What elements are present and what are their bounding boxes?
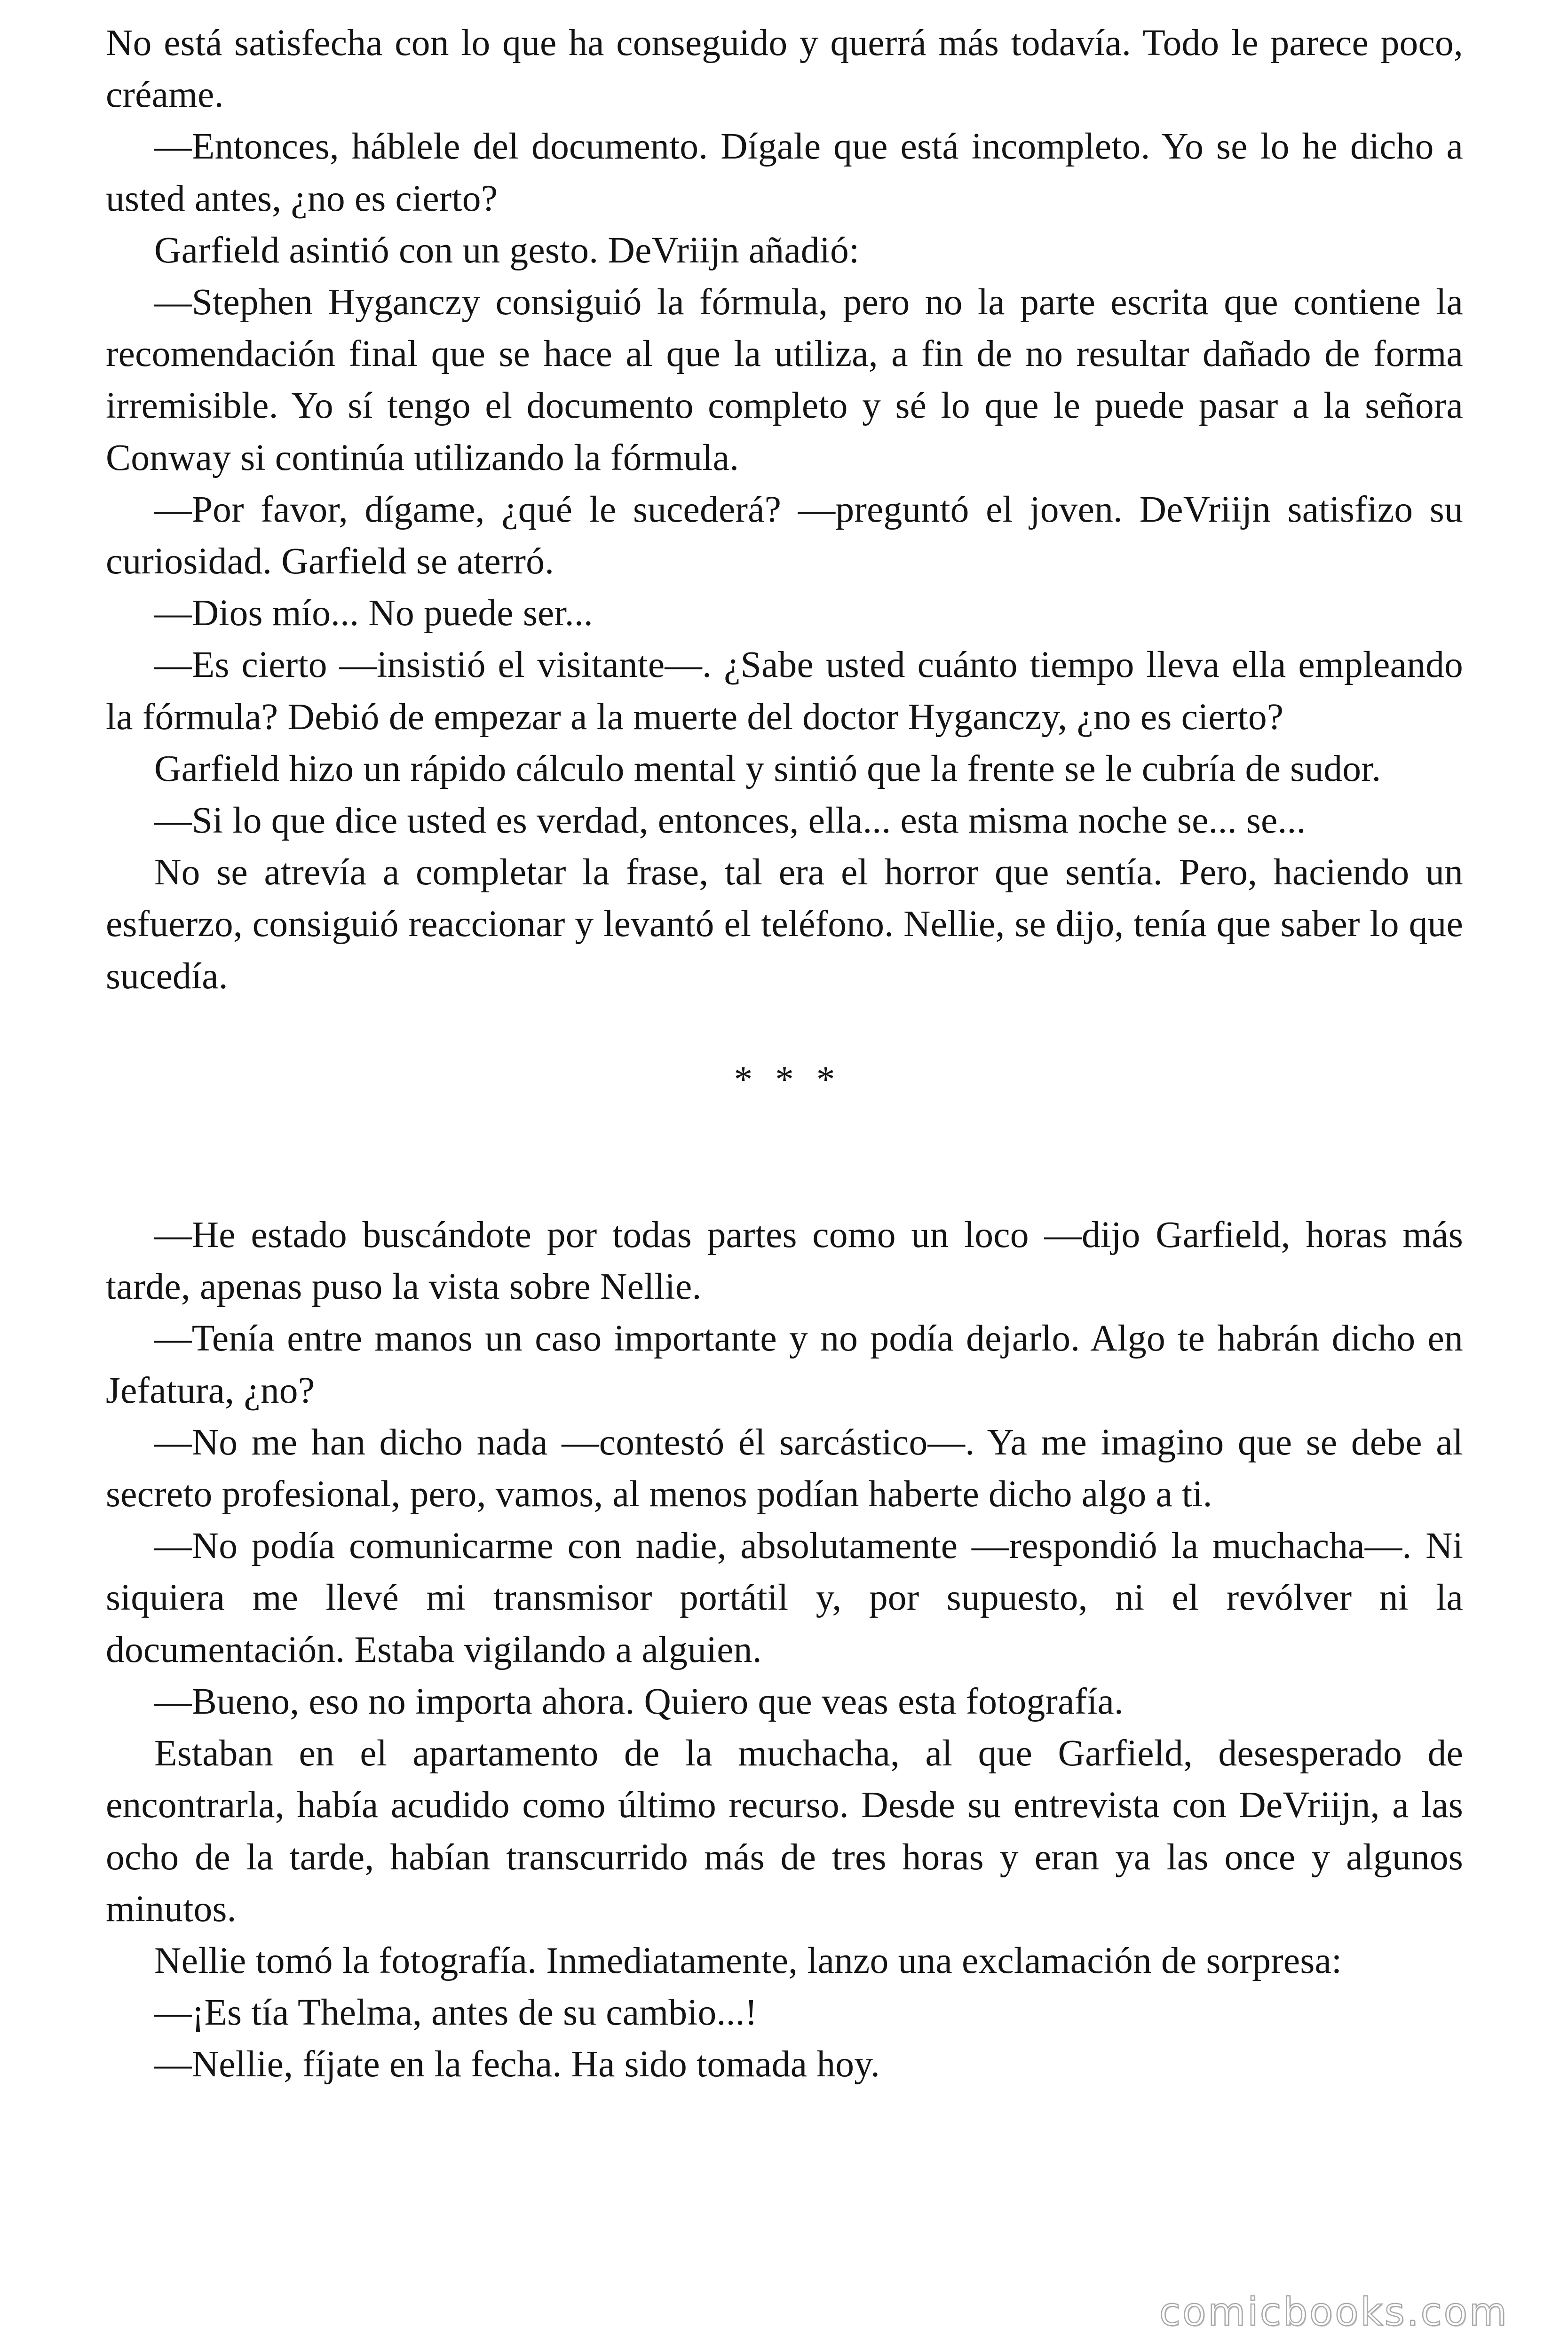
paragraph: No está satisfecha con lo que ha conseguido y querrá más todavía. Todo le parece poco, créame. bbox=[106, 22, 1463, 116]
text-block-top bbox=[106, 17, 1463, 1002]
paragraph: —Entonces, háblele del documento. Dígale que está incompleto. Yo se lo he dicho a usted antes, ¿no es cierto? bbox=[106, 126, 1463, 219]
paragraph: —Nellie, fíjate en la fecha. Ha sido tomada hoy. bbox=[154, 2043, 880, 2085]
scene-separator: * * * bbox=[734, 1058, 842, 1100]
paragraph: —Si lo que dice usted es verdad, entonces, ella... esta misma noche se... se... bbox=[154, 800, 1306, 842]
paragraph: —No podía comunicarme con nadie, absolutamente —respondió la muchacha—. Ni siquiera me llevé mi transmisor portátil y, por supuesto, ni el revólver ni la documentación. Estaba vigilando a alguien. bbox=[106, 1525, 1463, 1670]
paragraph: —Tenía entre manos un caso importante y no podía dejarlo. Algo te habrán dicho en Jefatura, ¿no? bbox=[106, 1318, 1463, 1411]
paragraph: —Bueno, eso no importa ahora. Quiero que veas esta fotografía. bbox=[154, 1680, 1124, 1722]
paragraph: —Es cierto —insistió el visitante—. ¿Sabe usted cuánto tiempo lleva ella empleando la fórmula? Debió de empezar a la muerte del doctor Hyganczy, ¿no es cierto? bbox=[106, 644, 1463, 738]
watermark-logo: comicbooks.com bbox=[1159, 2290, 1509, 2335]
paragraph: —¡Es tía Thelma, antes de su cambio...! bbox=[154, 1992, 758, 2034]
paragraph: Nellie tomó la fotografía. Inmediatamente, lanzo una exclamación de sorpresa: bbox=[154, 1939, 1342, 1981]
paragraph: —Dios mío... No puede ser... bbox=[154, 592, 594, 634]
paragraph: No se atrevía a completar la frase, tal era el horror que sentía. Pero, haciendo un esfuerzo, consiguió reaccionar y levantó el teléfono. Nellie, se dijo, tenía que saber lo que sucedía. bbox=[106, 851, 1463, 997]
paragraph: Garfield asintió con un gesto. DeVriijn añadió: bbox=[154, 229, 860, 271]
text-block-bottom bbox=[106, 1209, 1463, 2090]
paragraph: —No me han dicho nada —contestó él sarcástico—. Ya me imagino que se debe al secreto profesional, pero, vamos, al menos podían haberte dicho algo a ti. bbox=[106, 1421, 1463, 1515]
paragraph: —Por favor, dígame, ¿qué le sucederá? —preguntó el joven. DeVriijn satisfizo su curiosidad. Garfield se aterró. bbox=[106, 488, 1463, 582]
paragraph: —Stephen Hyganczy consiguió la fórmula, pero no la parte escrita que contiene la recomendación final que se hace al que la utiliza, a fin de no resultar dañado de forma irremisible. Yo sí tengo el documento completo y sé lo que le puede pasar a la señora Conway si continúa utilizando la fórmula. bbox=[106, 281, 1463, 478]
paragraph: Estaban en el apartamento de la muchacha, al que Garfield, desesperado de encontrarla, había acudido como último recurso. Desde su entrevista con DeVriijn, a las ocho de la tarde, habían transcurrido más de tres horas y eran ya las once y algunos minutos. bbox=[106, 1732, 1463, 1930]
paragraph: Garfield hizo un rápido cálculo mental y sintió que la frente se le cubría de sudor. bbox=[154, 747, 1381, 789]
paragraph: —He estado buscándote por todas partes como un loco —dijo Garfield, horas más tarde, apenas puso la vista sobre Nellie. bbox=[106, 1214, 1463, 1308]
book-page bbox=[106, 17, 1463, 2090]
